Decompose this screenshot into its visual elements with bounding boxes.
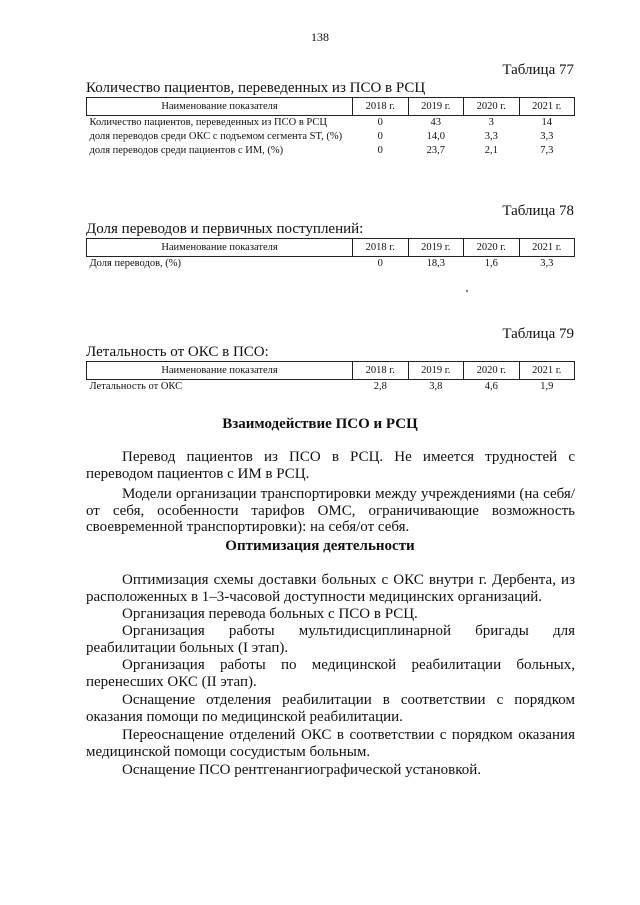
section-heading: Оптимизация деятельности [225,538,415,554]
table-78-label: Таблица 78 [502,203,574,219]
table-77 [86,97,575,158]
header-cell: 2018 г. [353,98,409,116]
cell-value: 7,3 [540,145,554,156]
paragraph: Оснащение ПСО рентгенангиографической установкой. [122,762,482,778]
table-79-title: Летальность от ОКС в ПСО: [86,344,269,360]
cell-value: 3,3 [484,131,498,142]
cell-value: 18,3 [426,258,445,269]
paragraph: Организация работы по медицинской реабилитации больных, перенесших ОКС (II этап). [86,657,575,690]
cell-value: 1,6 [484,258,498,269]
cell-value: 43 [430,117,441,128]
header-cell: Наименование показателя [87,98,353,116]
paragraph: Организация работы мультидисциплинарной бригады для реабилитации больных (I этап). [86,623,575,656]
table-header-row [87,362,575,380]
header-cell: 2021 г. [519,98,575,116]
cell-value: 3 [488,117,494,128]
scan-speck [466,290,468,292]
table-79 [86,361,575,394]
header-cell: 2018 г. [353,239,409,257]
paragraph: Переоснащение отделений ОКС в соответствии с порядком оказания медицинской помощи сосудистым больным. [86,727,575,760]
table-78 [86,238,575,271]
row-name: Летальность от ОКС [89,381,183,392]
table-78-title: Доля переводов и первичных поступлений: [86,221,364,237]
table-row [87,380,575,395]
header-cell: 2019 г. [408,239,464,257]
row-name: доля переводов среди пациентов с ИМ, (%) [89,145,284,156]
header-cell: 2018 г. [353,362,409,380]
cell-value: 3,3 [540,258,554,269]
paragraph: Модели организации транспортировки между учреждениями (на себя/от себя, особенности тарифов ОМС, ограничивающие возможность своевременной транспортировки): на себя/от себя. [86,486,575,535]
header-cell: 2021 г. [519,362,575,380]
table-77-label: Таблица 77 [502,62,574,78]
cell-value: 23,7 [426,145,445,156]
header-cell: 2021 г. [519,239,575,257]
header-cell: Наименование показателя [87,239,353,257]
page-number: 138 [311,30,329,44]
section-heading: Взаимодействие ПСО и РСЦ [222,416,418,432]
cell-value: 2,1 [484,145,498,156]
header-cell: 2019 г. [408,362,464,380]
table-row [87,130,575,144]
cell-value: 1,9 [540,381,554,392]
cell-value: 0 [377,145,383,156]
cell-value: 2,8 [373,381,387,392]
table-row [87,257,575,272]
table-row [87,144,575,158]
row-name: доля переводов среди ОКС с подъемом сегмента ST, (%) [89,131,343,142]
header-cell: 2019 г. [408,98,464,116]
cell-value: 0 [377,131,383,142]
table-row [87,116,575,131]
paragraph: Перевод пациентов из ПСО в РСЦ. Не имеется трудностей с переводом пациентов с ИМ в РСЦ. [86,449,575,482]
paragraph: Оснащение отделения реабилитации в соответствии с порядком оказания помощи по медицинской реабилитации. [86,692,575,725]
paragraph: Оптимизация схемы доставки больных с ОКС внутри г. Дербента, из расположенных в 1–3-часовой доступности медицинских организаций. [86,572,575,605]
row-name: Количество пациентов, переведенных из ПСО в РСЦ [89,117,327,128]
cell-value: 3,3 [540,131,554,142]
header-cell: 2020 г. [464,362,520,380]
header-cell: 2020 г. [464,239,520,257]
cell-value: 4,6 [484,381,498,392]
table-79-label: Таблица 79 [502,326,574,342]
header-cell: Наименование показателя [87,362,353,380]
paragraph: Организация перевода больных с ПСО в РСЦ. [122,606,418,622]
header-cell: 2020 г. [464,98,520,116]
table-77-title: Количество пациентов, переведенных из ПСО в РСЦ [86,80,426,96]
table-header-row [87,98,575,116]
cell-value: 0 [377,258,383,269]
table-header-row [87,239,575,257]
row-name: Доля переводов, (%) [89,258,182,269]
cell-value: 3,8 [429,381,443,392]
cell-value: 14,0 [426,131,445,142]
cell-value: 0 [377,117,383,128]
cell-value: 14 [541,117,552,128]
